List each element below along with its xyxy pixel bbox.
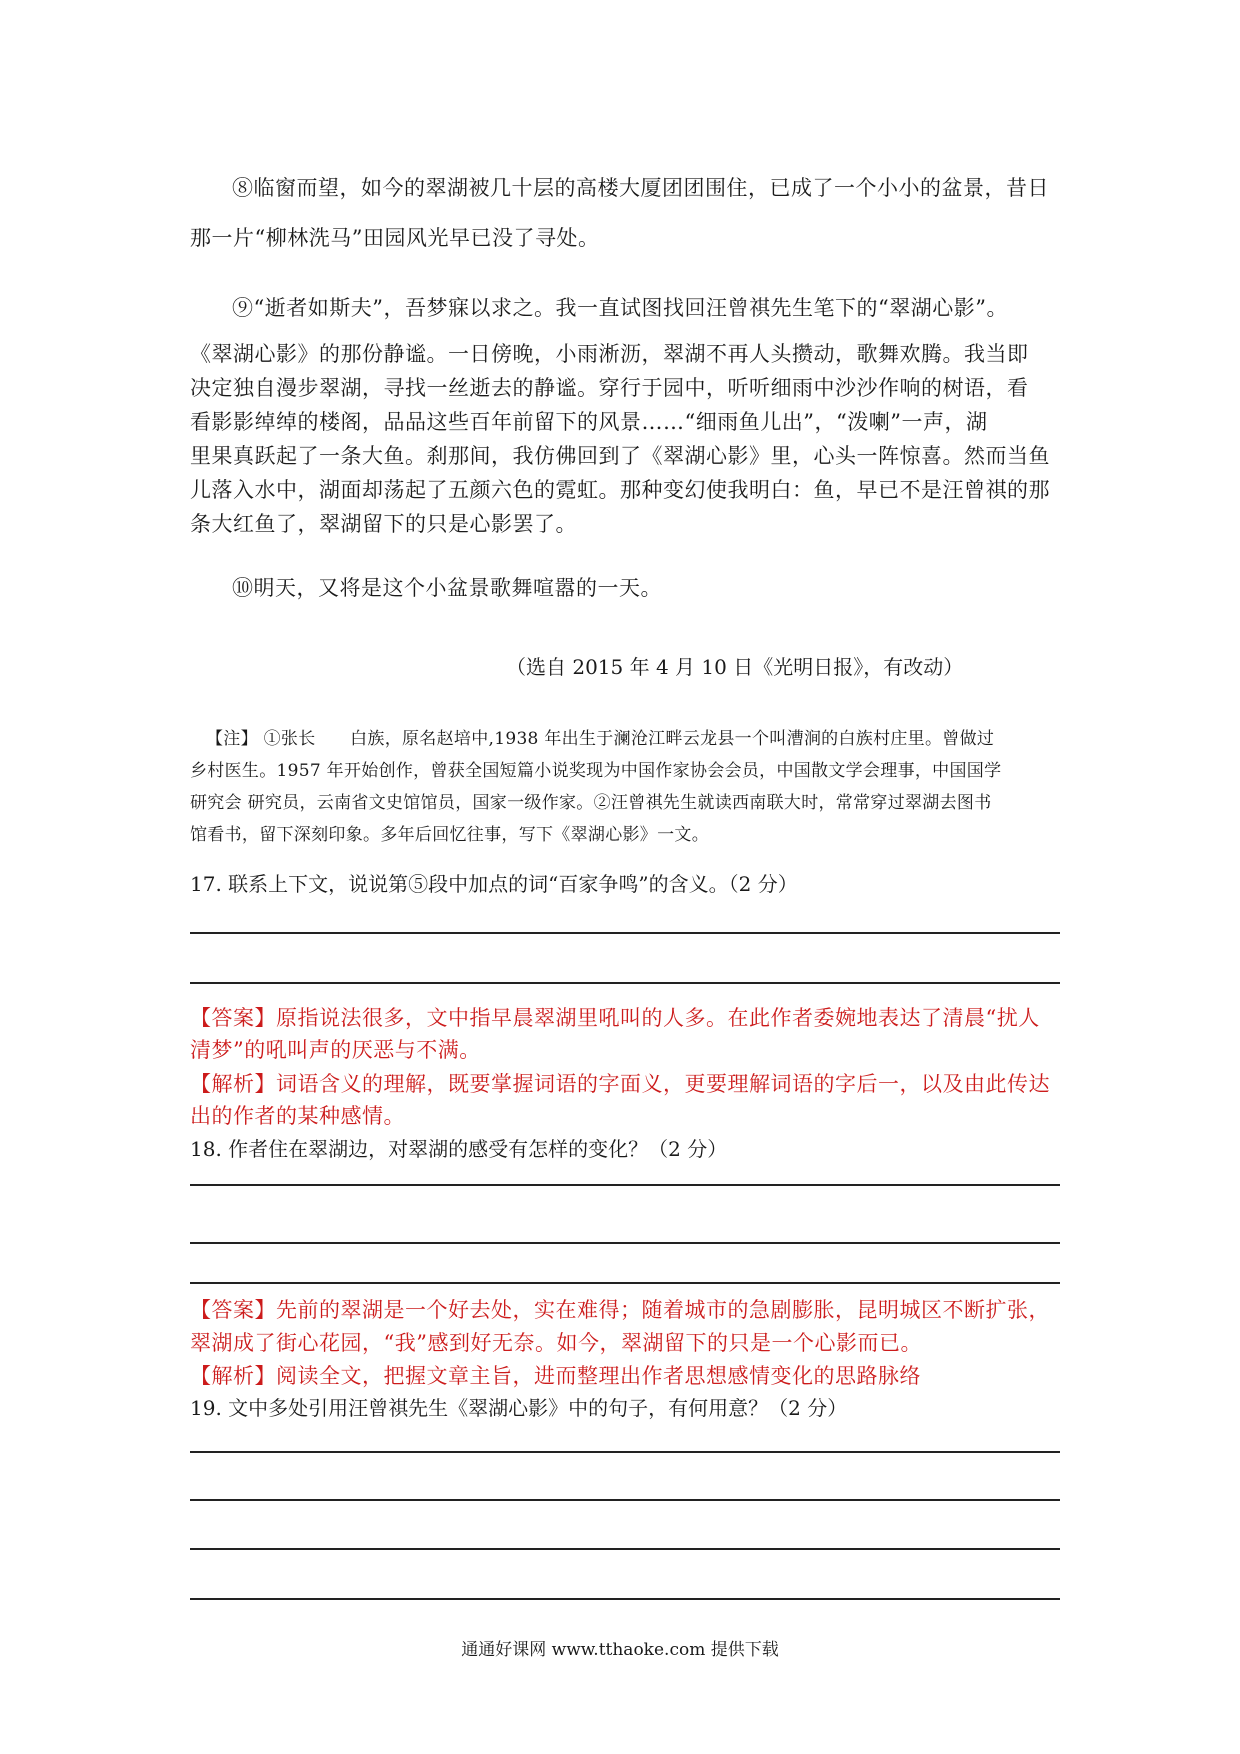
answer-line bbox=[190, 1499, 1060, 1501]
question-18: 18. 作者住在翠湖边，对翠湖的感受有怎样的变化？（2 分） bbox=[190, 1137, 728, 1161]
note-line-2: 乡村医生。1957 年开始创作，曾获全国短篇小说奖现为中国作家协会会员，中国散文学会理事，中国国学 bbox=[190, 761, 1002, 781]
note-line-1: 【注】 ①张长 白族，原名赵培中,1938 年出生于澜沧江畔云龙县一个叫漕涧的白族村庄里。曾做过 bbox=[206, 729, 995, 749]
passage-p9-line-5: 里果真跃起了一条大鱼。刹那间，我仿佛回到了《翠湖心影》里，心头一阵惊喜。然而当鱼 bbox=[190, 444, 1050, 468]
answer-line bbox=[190, 1598, 1060, 1600]
note-line-4: 馆看书，留下深刻印象。多年后回忆往事，写下《翠湖心影》一文。 bbox=[190, 825, 709, 845]
passage-p8-line-2: 那一片“柳林洗马”田园风光早已没了寻处。 bbox=[190, 226, 600, 250]
answer-line bbox=[190, 1451, 1060, 1453]
passage-p9-line-3: 决定独自漫步翠湖，寻找一丝逝去的静谧。穿行于园中，听听细雨中沙沙作响的树语，看 bbox=[190, 376, 1029, 400]
answer-line bbox=[190, 1282, 1060, 1284]
passage-p9-line-1: ⑨“逝者如斯夫”，吾梦寐以求之。我一直试图找回汪曾祺先生笔下的“翠湖心影”。 bbox=[232, 296, 1008, 320]
q17-analysis-line-2: 出的作者的某种感情。 bbox=[190, 1104, 405, 1128]
passage-p9-line-2: 《翠湖心影》的那份静谧。一日傍晚，小雨淅沥，翠湖不再人头攒动，歌舞欢腾。我当即 bbox=[190, 342, 1029, 366]
answer-line bbox=[190, 1242, 1060, 1244]
source-citation: （选自 2015 年 4 月 10 日《光明日报》，有改动） bbox=[506, 655, 964, 679]
answer-line bbox=[190, 932, 1060, 934]
answer-line bbox=[190, 982, 1060, 984]
page-footer: 通通好课网 www.tthaoke.com 提供下载 bbox=[461, 1640, 779, 1660]
passage-p8-line-1: ⑧临窗而望，如今的翠湖被几十层的高楼大厦团团围住，已成了一个小小的盆景，昔日 bbox=[232, 176, 1049, 200]
answer-line bbox=[190, 1184, 1060, 1186]
passage-p9-line-6: 儿落入水中，湖面却荡起了五颜六色的霓虹。那种变幻使我明白：鱼，早已不是汪曾祺的那 bbox=[190, 478, 1050, 502]
note-line-3: 研究会 研究员，云南省文史馆馆员，国家一级作家。②汪曾祺先生就读西南联大时，常常穿过翠湖去图书 bbox=[190, 793, 992, 813]
question-17: 17. 联系上下文，说说第⑤段中加点的词“百家争鸣”的含义。（2 分） bbox=[190, 872, 798, 896]
question-19: 19. 文中多处引用汪曾祺先生《翠湖心影》中的句子，有何用意？（2 分） bbox=[190, 1396, 848, 1420]
q17-analysis-line-1: 【解析】词语含义的理解，既要掌握词语的字面义，更要理解词语的字后一，以及由此传达 bbox=[190, 1072, 1050, 1096]
q18-answer-line-2: 翠湖成了街心花园，“我”感到好无奈。如今，翠湖留下的只是一个心影而已。 bbox=[190, 1331, 922, 1355]
q17-answer-line-2: 清梦”的吼叫声的厌恶与不满。 bbox=[190, 1038, 481, 1062]
passage-p9-line-7: 条大红鱼了，翠湖留下的只是心影罢了。 bbox=[190, 512, 577, 536]
answer-line bbox=[190, 1548, 1060, 1550]
q18-answer-line-1: 【答案】先前的翠湖是一个好去处，实在难得；随着城市的急剧膨胀，昆明城区不断扩张， bbox=[190, 1298, 1050, 1322]
q17-answer-line-1: 【答案】原指说法很多，文中指早晨翠湖里吼叫的人多。在此作者委婉地表达了清晨“扰人 bbox=[190, 1006, 1040, 1030]
q18-analysis-line-1: 【解析】阅读全文，把握文章主旨，进而整理出作者思想感情变化的思路脉络 bbox=[190, 1364, 921, 1388]
passage-p10: ⑩明天，又将是这个小盆景歌舞喧嚣的一天。 bbox=[232, 576, 662, 600]
passage-p9-line-4: 看影影绰绰的楼阁，品品这些百年前留下的风景……“细雨鱼儿出”，“泼喇”一声，湖 bbox=[190, 410, 988, 434]
